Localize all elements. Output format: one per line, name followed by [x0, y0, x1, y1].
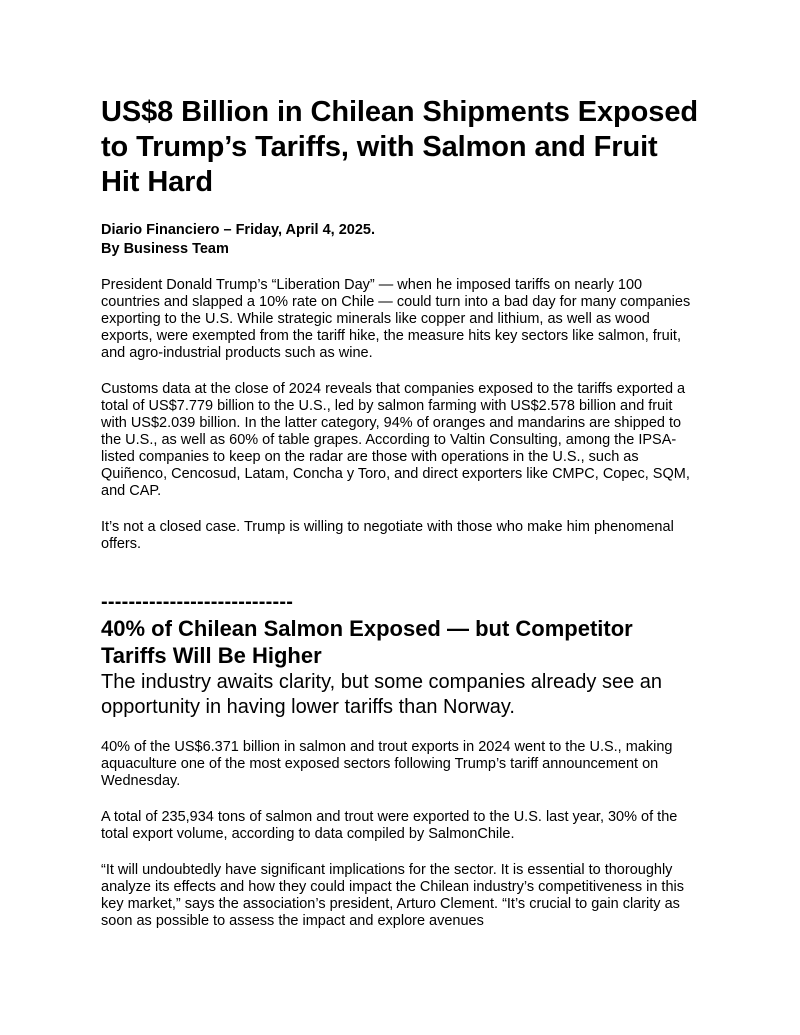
byline: By Business Team: [101, 241, 229, 257]
section-paragraph: “It will undoubtedly have significant implications for the sector. It is essential to thoroughly analyze its effects and how they could impact the Chilean industry’s competitiveness in this key market,” says the association’s president, Arturo Clement. “It’s crucial to gain clarity as soon as possible to assess the impact and explore avenues: [101, 862, 684, 929]
section-divider: ----------------------------: [101, 591, 294, 613]
dateline: Diario Financiero – Friday, April 4, 2025.: [101, 222, 375, 238]
section-paragraph: 40% of the US$6.371 billion in salmon and trout exports in 2024 went to the U.S., making aquaculture one of the most exposed sectors following Trump’s tariff announcement on Wednesday.: [101, 739, 673, 789]
section-subtitle: The industry awaits clarity, but some companies already see an opportunity in having lower tariffs than Norway.: [101, 671, 663, 718]
section-title: 40% of Chilean Salmon Exposed — but Competitor Tariffs Will Be Higher: [101, 616, 633, 668]
document-page: [101, 95, 701, 949]
article-title: US$8 Billion in Chilean Shipments Exposed to Trump’s Tariffs, with Salmon and Fruit Hit Hard: [101, 96, 698, 198]
section-paragraph: A total of 235,934 tons of salmon and trout were exported to the U.S. last year, 30% of the total export volume, according to data compiled by SalmonChile.: [101, 809, 678, 842]
article-paragraph: It’s not a closed case. Trump is willing to negotiate with those who make him phenomenal offers.: [101, 519, 674, 552]
article-meta: [101, 221, 701, 259]
article-paragraph: President Donald Trump’s “Liberation Day” — when he imposed tariffs on nearly 100 countries and slapped a 10% rate on Chile — could turn into a bad day for many companies exporting to the U.S. While strategic minerals like copper and lithium, as well as wood exports, were exempted from the tariff hike, the measure hits key sectors like salmon, fruit, and agro-industrial products such as wine.: [101, 277, 691, 361]
article-paragraph: Customs data at the close of 2024 reveals that companies exposed to the tariffs exported a total of US$7.779 billion to the U.S., led by salmon farming with US$2.578 billion and fruit with US$2.039 billion. In the latter category, 94% of oranges and mandarins are shipped to the U.S., as well as 60% of table grapes. According to Valtin Consulting, among the IPSA-listed companies to keep on the radar are those with operations in the U.S., such as Quiñenco, Cencosud, Latam, Concha y Toro, and direct exporters like CMPC, Copec, SQM, and CAP.: [101, 381, 690, 499]
